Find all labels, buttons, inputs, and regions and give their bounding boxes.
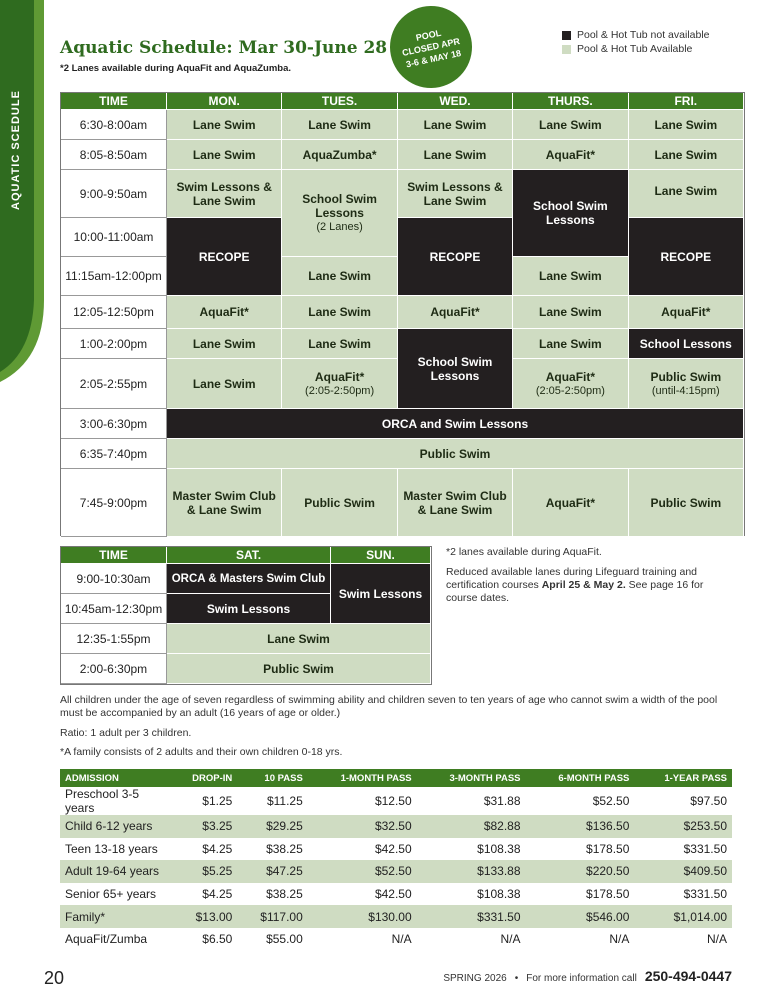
- schedule-cell: School Swim Lessons: [398, 329, 513, 409]
- table-cell: AquaFit/Zumba: [65, 932, 148, 947]
- col-1-year: 1-YEAR PASS: [634, 769, 732, 787]
- cell-main: Public Swim: [650, 369, 722, 384]
- table-cell: $38.25: [266, 887, 303, 902]
- family-note: *A family consists of 2 adults and their own children 0-18 yrs.: [60, 746, 343, 758]
- cell-note: (until-4:15pm): [651, 384, 720, 397]
- schedule-cell: [513, 359, 628, 409]
- table-cell: $1,014.00: [634, 905, 732, 928]
- schedule-cell: Lane Swim: [398, 140, 513, 170]
- time-slot: 2:00-6:30pm: [61, 654, 167, 684]
- table-cell: $133.88: [417, 860, 526, 883]
- aquafit-note: *2 lanes available during AquaFit.: [446, 546, 602, 558]
- header-time: TIME: [61, 93, 167, 110]
- table-cell: Child 6-12 years: [60, 815, 170, 838]
- table-cell: $13.00: [170, 905, 237, 928]
- time-slot: 8:05-8:50am: [61, 140, 167, 170]
- page-title: Aquatic Schedule: Mar 30-June 28: [60, 38, 388, 58]
- cell-main: AquaFit*: [314, 369, 365, 384]
- cell-note: (2:05-2:50pm): [305, 384, 375, 397]
- time-slot: 6:35-7:40pm: [61, 439, 167, 469]
- col-1-month: 1-MONTH PASS: [308, 769, 417, 787]
- time-slot: 9:00-9:50am: [61, 170, 167, 218]
- schedule-cell: Lane Swim: [167, 110, 282, 140]
- header-wed: WED.: [398, 93, 513, 110]
- legend-label-unavailable: Pool & Hot Tub not available: [577, 29, 710, 41]
- sidebar-label: AQUATIC SCEDULE: [10, 90, 22, 210]
- footer-info: For more information call: [526, 973, 637, 984]
- schedule-cell: Master Swim Club & Lane Swim: [167, 469, 282, 537]
- table-cell: $409.50: [634, 860, 732, 883]
- table-cell: $52.50: [308, 860, 417, 883]
- legend-swatch-light: [562, 45, 571, 54]
- schedule-cell: Lane Swim: [167, 140, 282, 170]
- time-slot: 12:05-12:50pm: [61, 296, 167, 329]
- table-cell: $31.88: [483, 794, 521, 808]
- table-cell: $136.50: [526, 815, 635, 838]
- table-cell: $108.38: [477, 887, 521, 902]
- header-thurs: THURS.: [513, 93, 628, 110]
- schedule-cell: AquaZumba*: [282, 140, 397, 170]
- table-row: [60, 928, 732, 951]
- table-cell: $130.00: [308, 905, 417, 928]
- table-cell: $331.50: [683, 841, 727, 856]
- table-cell: $331.50: [683, 887, 727, 902]
- schedule-cell: AquaFit*: [629, 296, 744, 329]
- ratio-note: Ratio: 1 adult per 3 children.: [60, 727, 192, 739]
- page-subtitle: *2 Lanes available during AquaFit and AquaZumba.: [60, 63, 292, 74]
- schedule-cell: Swim Lessons: [331, 564, 431, 624]
- admission-table: [60, 769, 732, 951]
- legend: [562, 28, 710, 56]
- col-10-pass: 10 PASS: [237, 769, 307, 787]
- time-slot: 10:00-11:00am: [61, 218, 167, 257]
- schedule-cell: Lane Swim: [167, 624, 431, 654]
- schedule-cell: [282, 359, 397, 409]
- table-cell: $331.50: [417, 905, 526, 928]
- table-row: [60, 787, 732, 815]
- schedule-cell: Master Swim Club & Lane Swim: [398, 469, 513, 537]
- schedule-cell: AquaFit*: [513, 140, 628, 170]
- table-cell: $42.50: [374, 841, 412, 856]
- time-slot: 3:00-6:30pm: [61, 409, 167, 439]
- schedule-cell: AquaFit*: [513, 469, 628, 537]
- schedule-cell: Lane Swim: [167, 359, 282, 409]
- header-sun: SUN.: [331, 547, 431, 564]
- cell-main: AquaFit*: [545, 369, 596, 384]
- header-fri: FRI.: [629, 93, 744, 110]
- schedule-cell: ORCA and Swim Lessons: [167, 409, 744, 439]
- table-cell: Senior 65+ years: [65, 887, 157, 902]
- schedule-cell: School Swim Lessons: [513, 170, 628, 257]
- cell-main: School Swim Lessons: [302, 192, 377, 220]
- schedule-cell: Lane Swim: [282, 110, 397, 140]
- table-cell: $4.25: [202, 841, 233, 856]
- schedule-cell: Lane Swim: [513, 329, 628, 359]
- table-row: [60, 838, 732, 861]
- weekend-schedule-table: [60, 546, 432, 685]
- lifeguard-note-see: See page 16 for course dates.: [446, 579, 704, 604]
- schedule-cell: Swim Lessons: [167, 594, 331, 624]
- header-time: TIME: [61, 547, 167, 564]
- footer-season: SPRING 2026: [443, 973, 507, 984]
- table-cell: Teen 13-18 years: [65, 841, 158, 856]
- schedule-cell: Public Swim: [167, 654, 431, 684]
- table-row: [60, 860, 732, 883]
- schedule-cell: RECOPE: [629, 218, 744, 296]
- time-slot: 11:15am-12:00pm: [61, 257, 167, 296]
- children-policy-note: All children under the age of seven regardless of swimming ability and children seven to ten years of age who cannot swim a width of the pool must be accompanied by an adult (16 years of age or older.): [60, 694, 718, 719]
- schedule-cell: Lane Swim: [513, 110, 628, 140]
- table-cell: $220.50: [526, 860, 635, 883]
- table-cell: $97.50: [690, 794, 727, 808]
- table-cell: $1.25: [202, 794, 233, 808]
- table-cell: $178.50: [586, 841, 630, 856]
- schedule-cell: Lane Swim: [629, 110, 744, 140]
- table-cell: $32.50: [308, 815, 417, 838]
- schedule-cell: AquaFit*: [398, 296, 513, 329]
- cell-note: (2 Lanes): [316, 221, 363, 233]
- schedule-cell: Lane Swim: [282, 296, 397, 329]
- table-row: [60, 905, 732, 928]
- lifeguard-note: [446, 566, 736, 605]
- table-cell: $4.25: [202, 887, 233, 902]
- schedule-cell: Public Swim: [282, 469, 397, 537]
- schedule-cell: Lane Swim: [398, 110, 513, 140]
- table-cell: N/A: [706, 932, 727, 947]
- schedule-cell: ORCA & Masters Swim Club: [167, 564, 331, 594]
- schedule-cell: AquaFit*: [167, 296, 282, 329]
- schedule-cell: RECOPE: [398, 218, 513, 296]
- col-3-month: 3-MONTH PASS: [417, 769, 526, 787]
- page-number: 20: [44, 968, 65, 988]
- schedule-cell: Lane Swim: [513, 296, 628, 329]
- schedule-cell: Swim Lessons & Lane Swim: [167, 170, 282, 218]
- time-slot: 2:05-2:55pm: [61, 359, 167, 409]
- table-row: [60, 815, 732, 838]
- header-tues: TUES.: [282, 93, 397, 110]
- col-drop-in: DROP-IN: [170, 769, 237, 787]
- footer-bullet: •: [514, 973, 519, 984]
- table-row: [60, 883, 732, 906]
- admission-header-row: [60, 769, 732, 787]
- schedule-cell: Lane Swim: [629, 170, 744, 218]
- header-mon: MON.: [167, 93, 282, 110]
- pool-closed-text: POOL CLOSED APR 3-6 & MAY 18: [401, 27, 462, 70]
- schedule-cell: [282, 170, 397, 257]
- table-cell: N/A: [500, 932, 521, 947]
- schedule-cell: School Lessons: [629, 329, 744, 359]
- table-cell: $6.50: [202, 932, 233, 947]
- col-6-month: 6-MONTH PASS: [526, 769, 635, 787]
- schedule-cell: RECOPE: [167, 218, 282, 296]
- schedule-cell: Public Swim: [629, 469, 744, 537]
- table-cell: $117.00: [237, 905, 307, 928]
- table-cell: $55.00: [266, 932, 303, 947]
- time-slot: 12:35-1:55pm: [61, 624, 167, 654]
- legend-row-available: [562, 42, 710, 56]
- schedule-cell: Swim Lessons & Lane Swim: [398, 170, 513, 218]
- table-cell: $29.25: [237, 815, 307, 838]
- table-cell: Preschool 3-5 years: [65, 787, 140, 815]
- time-slot: 9:00-10:30am: [61, 564, 167, 594]
- sidebar-tab: [0, 0, 52, 382]
- table-cell: $38.25: [266, 841, 303, 856]
- table-cell: $52.50: [592, 794, 630, 808]
- table-cell: N/A: [609, 932, 630, 947]
- table-cell: $178.50: [586, 887, 630, 902]
- table-cell: $3.25: [170, 815, 237, 838]
- legend-label-available: Pool & Hot Tub Available: [577, 43, 693, 55]
- table-cell: $108.38: [477, 841, 521, 856]
- footer: [443, 968, 732, 984]
- schedule-cell: Lane Swim: [513, 257, 628, 296]
- schedule-cell: Public Swim: [167, 439, 744, 469]
- table-cell: $47.25: [237, 860, 307, 883]
- table-cell: Family*: [60, 905, 170, 928]
- legend-row-unavailable: [562, 28, 710, 42]
- schedule-cell: [629, 359, 744, 409]
- table-cell: $12.50: [374, 794, 412, 808]
- cell-note: (2:05-2:50pm): [535, 384, 605, 397]
- time-slot: 10:45am-12:30pm: [61, 594, 167, 624]
- schedule-cell: Lane Swim: [282, 257, 397, 296]
- schedule-cell: Lane Swim: [282, 329, 397, 359]
- table-cell: $82.88: [417, 815, 526, 838]
- table-cell: $11.25: [266, 794, 303, 808]
- table-cell: $546.00: [526, 905, 635, 928]
- table-cell: $253.50: [634, 815, 732, 838]
- table-cell: Adult 19-64 years: [60, 860, 170, 883]
- lifeguard-note-dates: April 25 & May 2.: [541, 579, 626, 591]
- time-slot: 1:00-2:00pm: [61, 329, 167, 359]
- legend-swatch-dark: [562, 31, 571, 40]
- table-cell: N/A: [391, 932, 412, 947]
- schedule-cell: Lane Swim: [167, 329, 282, 359]
- header-sat: SAT.: [167, 547, 331, 564]
- pool-closed-badge: [382, 0, 479, 96]
- footer-phone[interactable]: 250-494-0447: [644, 968, 732, 984]
- table-cell: $5.25: [170, 860, 237, 883]
- table-cell: $42.50: [374, 887, 412, 902]
- col-admission: ADMISSION: [60, 769, 170, 787]
- time-slot: 6:30-8:00am: [61, 110, 167, 140]
- weekday-schedule-table: [60, 92, 745, 536]
- lifeguard-note-text: Reduced available lanes during Lifeguard training and certification courses: [446, 566, 698, 591]
- schedule-cell: Lane Swim: [629, 140, 744, 170]
- time-slot: 7:45-9:00pm: [61, 469, 167, 537]
